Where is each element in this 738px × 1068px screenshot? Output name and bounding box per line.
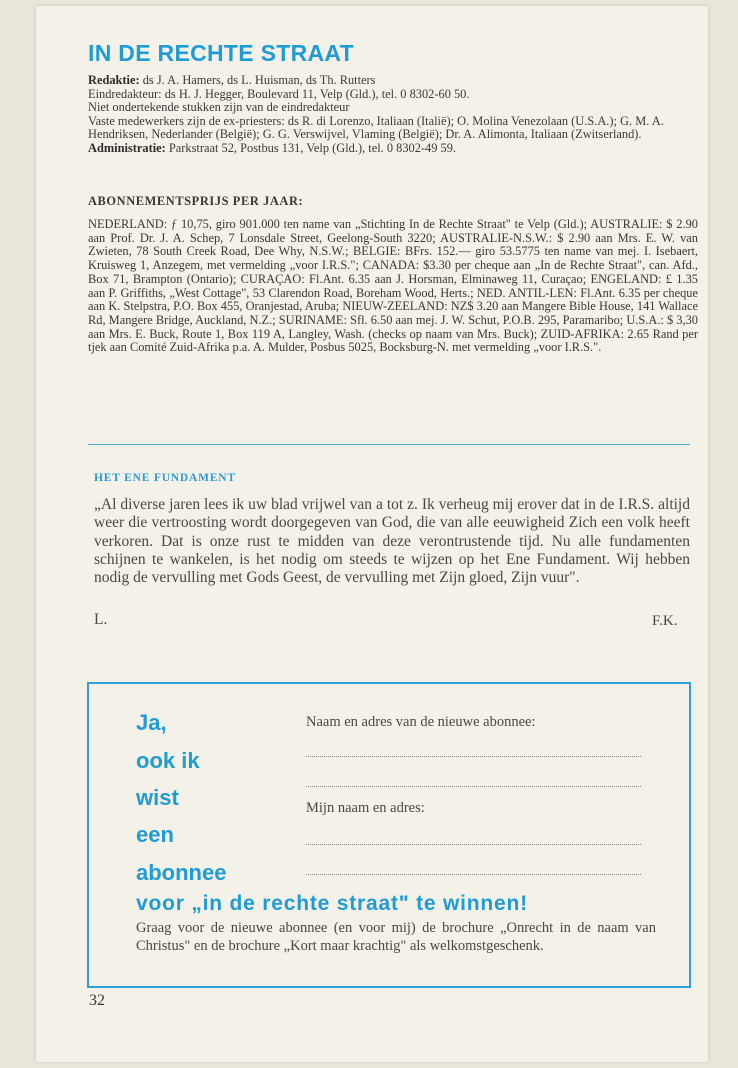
- subscription-coupon: [87, 682, 691, 988]
- redaktie-label: Redaktie:: [88, 73, 140, 87]
- masthead: [88, 74, 698, 156]
- magazine-page: [36, 6, 708, 1062]
- own-address-line-2[interactable]: [306, 874, 641, 875]
- administratie-line: [88, 142, 698, 156]
- own-address-label: Mijn naam en adres:: [306, 800, 425, 816]
- abonnement-body: NEDERLAND: ƒ 10,75, giro 901.000 ten name van „Stichting In de Rechte Straat" te Velp (Gld.); AUSTRALIE: $ 2.90 aan Prof. Dr. J. A. Schep, 7 Lonsdale Street, Geelong-South 3220; AUSTRALIE-N.S.W.: $ 2.90 aan Mrs. E. W. van Zwieten, 78 South Creek Road, Dee Why, N.S.W.; BELGIE: BFrs. 152.— giro 53.5775 ten name van mej. I. Isebaert, Kruisweg 1, Anzegem, met vermelding „voor I.R.S."; CANADA: $3.30 per cheque aan „In de Rechte Straat", can. Afd., Box 71, Brampton (Ontario); CURAÇAO: Fl.Ant. 6.35 aan J. Horsman, Elminaweg 11, Curaçao; ENGELAND: £ 1.35 aan P. Griffiths, „West Cottage", 53 Clarendon Road, Boreham Wood, Herts.; NED. ANTIL-LEN: Fl.Ant. 6.35 per cheque aan K. Stelpstra, P.O. Box 455, Oranjestad, Aruba; NIEUW-ZEELAND: NZ$ 3.20 aan Mangere Bible House, 141 Wallace Rd, Mangere Bridge, Auckland, N.Z.; SURINAME: Sfl. 6.50 aan mej. J. W. Schut, P.O.B. 295, Paramaribo; U.S.A.: $ 3,30 aan Mrs. E. Buck, Route 1, Box 119 A, Langley, Wash. (checks op naam van Mrs. Buck); ZUID-AFRIKA: 2.65 Rand per tjek aan Comité Zuid-Afrika p.a. A. Mulder, Posbus 5025, Bocksburg-N. met vermelding „voor I.R.S.".: [88, 217, 698, 355]
- eindredakteur-line: Eindredakteur: ds H. J. Hegger, Boulevard 11, Velp (Gld.), tel. 0 8302-60 50.: [88, 86, 470, 101]
- masthead-note: Niet ondertekende stukken zijn van de eindredakteur: [88, 100, 350, 115]
- own-address-line-1[interactable]: [306, 844, 641, 845]
- page-title: IN DE RECHTE STRAAT: [88, 40, 354, 66]
- section-divider: [88, 444, 690, 445]
- new-subscriber-line-2[interactable]: [306, 786, 641, 787]
- administratie-address: Parkstraat 52, Postbus 131, Velp (Gld.), tel. 0 8302-49 59.: [165, 140, 457, 155]
- coupon-word-ook-ik: ook ik: [136, 748, 200, 773]
- coupon-word-een: een: [136, 822, 174, 847]
- abonnement-heading: ABONNEMENTSPRIJS PER JAAR:: [88, 194, 304, 208]
- new-subscriber-label: Naam en adres van de nieuwe abonnee:: [306, 714, 536, 730]
- coupon-word-wist: wist: [136, 785, 179, 810]
- signature-right: F.K.: [652, 613, 678, 629]
- fundament-heading: HET ENE FUNDAMENT: [94, 472, 236, 484]
- redaktie-names: ds J. A. Hamers, ds L. Huisman, ds Th. Rutters: [139, 73, 376, 87]
- redaktie-line: [88, 74, 698, 88]
- page-number: 32: [89, 992, 105, 1009]
- new-subscriber-line-1[interactable]: [306, 756, 641, 757]
- administratie-label: Administratie:: [88, 140, 166, 155]
- coupon-slogan: voor „in de rechte straat" te winnen!: [136, 892, 528, 915]
- signature-left: L.: [94, 611, 108, 628]
- fundament-letter: „Al diverse jaren lees ik uw blad vrijwel van a tot z. Ik verheug mij erover dat in de I.R.S. altijd weer die vertroosting wordt doorgegeven van God, die van alle eeuwigheid Zich een volk heeft verkoren. Dat is onze rust te midden van deze verontrustende tijd. Nu alle fundamenten schijnen te wankelen, is het nodig om steeds te wijzen op het Ene Fundament. Wij hebben nodig de vervulling met Gods Geest, de vervulling met Zijn gloed, Zijn vuur".: [94, 496, 690, 587]
- coupon-word-ja: Ja,: [136, 710, 167, 735]
- medewerkers-line: Vaste medewerkers zijn de ex-priesters: ds R. di Lorenzo, Italiaan (Italië); O. Molina Venezolaan (U.S.A.); G. M. A. Hendriksen, Nederlander (België); G. G. Verswijvel, Vlaming (België); Dr. A. Alimonta, Italiaan (Zwitserland).: [88, 113, 664, 142]
- coupon-body: Graag voor de nieuwe abonnee (en voor mij) de brochure „Onrecht in de naam van Christus" en de brochure „Kort maar krachtig" als welkomstgeschenk.: [136, 920, 656, 954]
- coupon-word-abonnee: abonnee: [136, 860, 227, 885]
